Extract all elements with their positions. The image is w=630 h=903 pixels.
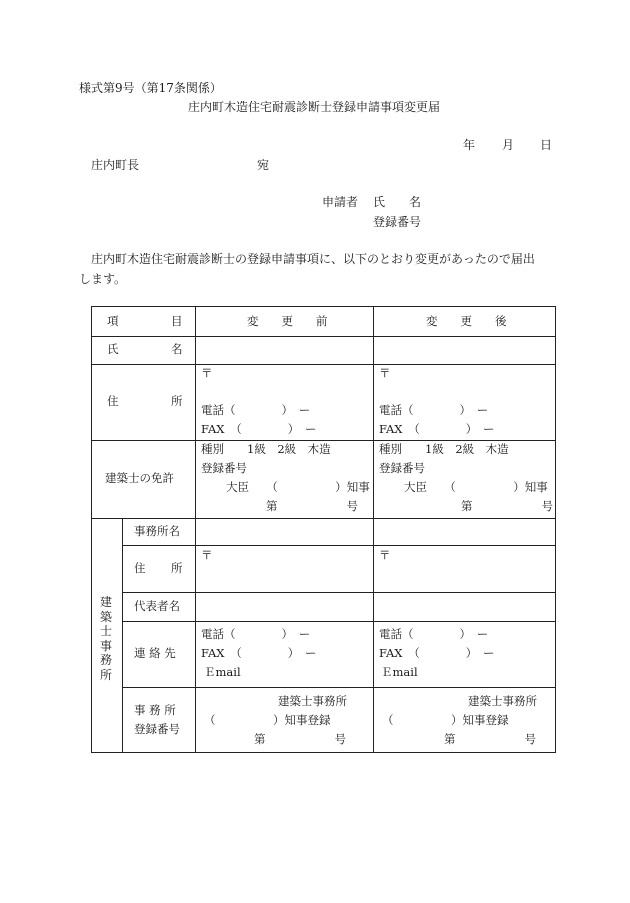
head-after: 変 更 後 — [426, 314, 507, 328]
date-month: 月 — [502, 138, 515, 152]
head-before: 変 更 前 — [247, 314, 328, 328]
row-addr-label-2: 所 — [171, 394, 183, 408]
office-addr-after-postal: 〒 — [379, 548, 391, 562]
row-line — [92, 336, 555, 337]
office-reg-before-number: 第 号 — [254, 732, 346, 746]
license-label: 建築士の免許 — [105, 471, 174, 485]
contact-after-email: Ｅmail — [381, 665, 418, 679]
license-before-reg: 登録番号 — [201, 461, 247, 475]
col-divider-item — [195, 307, 196, 518]
row-line — [92, 364, 555, 365]
office-reg-after-number: 第 号 — [444, 732, 536, 746]
office-addr-label-1: 住 — [134, 561, 146, 575]
office-group-label — [99, 595, 113, 682]
page-title: 庄内町木造住宅耐震診断士登録申請事項変更届 — [188, 100, 441, 114]
office-group-char: 建 — [99, 595, 112, 609]
office-reg-before-title: 建築士事務所 — [278, 694, 347, 708]
office-name-label: 事務所名 — [134, 524, 180, 538]
office-group-char: 事 — [99, 638, 112, 653]
row-name-label-2: 名 — [171, 342, 183, 356]
contact-before-tel: 電話（ ） ー — [201, 627, 311, 641]
addr-after-tel: 電話（ ） ー — [379, 403, 489, 417]
body-line-2: します。 — [79, 272, 127, 286]
head-item-1: 項 — [107, 314, 119, 328]
applicant-name-label: 氏 名 — [373, 195, 422, 209]
col-divider-office-item — [195, 518, 196, 753]
form-number: 様式第9号（第17条関係） — [79, 81, 222, 95]
addressee: 庄内町長 — [91, 158, 140, 172]
office-addr-before-postal: 〒 — [201, 548, 213, 562]
row-line — [122, 545, 555, 546]
addr-before-fax: FAX （ ） ー — [201, 422, 317, 436]
addr-before-postal: 〒 — [201, 366, 213, 380]
row-line — [92, 440, 555, 441]
contact-before-fax: FAX （ ） ー — [201, 646, 317, 660]
row-line — [122, 592, 555, 593]
row-name-label-1: 氏 — [107, 342, 119, 356]
license-after-reg: 登録番号 — [379, 461, 425, 475]
contact-label: 連 絡 先 — [134, 646, 176, 660]
license-before-minister: 大臣 （ ）知事 — [226, 480, 370, 494]
license-before-number: 第 号 — [266, 499, 358, 513]
row-line — [122, 621, 555, 622]
office-reg-label-2: 登録番号 — [134, 722, 180, 736]
row-line — [92, 518, 555, 519]
change-table — [91, 306, 556, 753]
addr-after-fax: FAX （ ） ー — [379, 422, 495, 436]
license-before-type: 種別 1級 2級 木造 — [201, 442, 331, 456]
applicant-reg-number-label: 登録番号 — [373, 215, 422, 229]
row-line — [122, 687, 555, 688]
representative-label: 代表者名 — [134, 599, 180, 613]
license-after-minister: 大臣 （ ）知事 — [404, 480, 548, 494]
date-year: 年 — [463, 138, 476, 152]
addressee-suffix: 宛 — [257, 158, 270, 172]
contact-after-tel: 電話（ ） ー — [379, 627, 489, 641]
row-addr-label-1: 住 — [107, 394, 119, 408]
office-addr-label-2: 所 — [171, 561, 183, 575]
addr-before-tel: 電話（ ） ー — [201, 403, 311, 417]
col-divider-office-group — [122, 518, 123, 753]
contact-after-fax: FAX （ ） ー — [379, 646, 495, 660]
office-reg-before-gov: （ ）知事登録 — [204, 713, 331, 727]
head-item-2: 目 — [171, 314, 183, 328]
office-group-char: 築 — [99, 609, 112, 624]
license-after-type: 種別 1級 2級 木造 — [379, 442, 509, 456]
office-reg-label-1: 事 務 所 — [134, 703, 176, 717]
applicant-label: 申請者 — [322, 195, 359, 209]
office-group-char: 士 — [99, 624, 112, 638]
office-group-char: 務 — [99, 653, 112, 667]
body-line-1: 庄内町木造住宅耐震診断士の登録申請事項に、以下のとおり変更があったので届出 — [91, 252, 535, 266]
addr-after-postal: 〒 — [379, 366, 391, 380]
office-reg-after-gov: （ ）知事登録 — [382, 713, 509, 727]
office-reg-after-title: 建築士事務所 — [468, 694, 537, 708]
contact-before-email: Ｅmail — [204, 665, 241, 679]
office-group-char: 所 — [99, 667, 112, 682]
date-day: 日 — [540, 138, 553, 152]
license-after-number: 第 号 — [461, 499, 553, 513]
